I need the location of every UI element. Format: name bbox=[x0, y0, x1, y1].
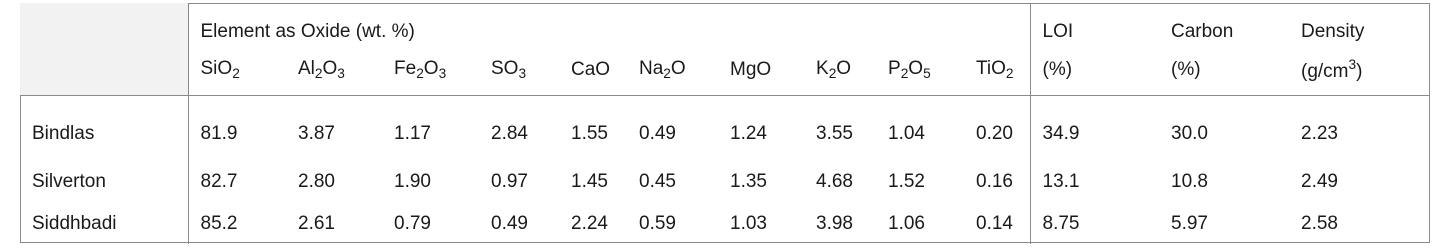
density-unit-sup: 3 bbox=[1348, 56, 1357, 72]
table-cell: 2.84 bbox=[491, 123, 528, 144]
oxide-tail: O bbox=[322, 58, 338, 80]
corner-cell bbox=[20, 3, 188, 96]
table-cell: 34.9 bbox=[1030, 96, 1159, 161]
oxide-tail: O bbox=[423, 58, 439, 80]
table-cell: 13.1 bbox=[1030, 160, 1159, 204]
oxide-sub: 2 bbox=[232, 66, 240, 82]
table-cell: 1.55 bbox=[571, 123, 608, 144]
oxide-base: TiO bbox=[976, 58, 1006, 80]
table-cell: 1.35 bbox=[730, 171, 767, 192]
table-cell: 8.75 bbox=[1030, 204, 1159, 244]
oxide-base: K bbox=[816, 58, 829, 80]
oxide-sub: 2 bbox=[828, 66, 837, 82]
table-cell: 1.45 bbox=[571, 171, 608, 192]
table-cell: 4.68 bbox=[816, 171, 853, 192]
loi-unit: (%) bbox=[1030, 53, 1159, 96]
oxide-tail-sub: 5 bbox=[923, 66, 931, 82]
row-label: Silverton bbox=[32, 171, 106, 192]
oxide-base: SO bbox=[491, 58, 519, 80]
oxide-base: Al bbox=[298, 58, 315, 80]
oxide-tail: O bbox=[670, 58, 686, 80]
table-cell: 2.58 bbox=[1301, 213, 1338, 234]
table-cell: 2.23 bbox=[1301, 123, 1338, 144]
table-row bbox=[20, 204, 1430, 244]
table-cell: 81.9 bbox=[188, 96, 286, 161]
table-row bbox=[20, 160, 1430, 204]
oxide-header bbox=[382, 53, 479, 96]
row-label: Bindlas bbox=[32, 123, 95, 144]
table-cell: 30.0 bbox=[1171, 123, 1208, 144]
table-cell: 1.06 bbox=[888, 213, 925, 234]
table-cell: 0.14 bbox=[976, 213, 1013, 234]
oxide-sub: 2 bbox=[1005, 66, 1014, 82]
loi-header: LOI bbox=[1030, 3, 1159, 53]
oxide-sub: 2 bbox=[314, 66, 323, 82]
table-cell: 0.59 bbox=[639, 213, 676, 234]
table-cell: 85.2 bbox=[188, 204, 286, 244]
oxide-header bbox=[479, 53, 559, 96]
table-cell: 0.97 bbox=[491, 171, 528, 192]
table-cell: 5.97 bbox=[1171, 213, 1208, 234]
carbon-unit: (%) bbox=[1159, 53, 1289, 96]
oxide-base: SiO bbox=[200, 58, 233, 80]
oxide-base: MgO bbox=[730, 59, 772, 80]
oxide-header bbox=[964, 53, 1030, 96]
carbon-header: Carbon bbox=[1171, 21, 1234, 42]
oxide-header bbox=[804, 53, 876, 96]
density-unit-post: ) bbox=[1356, 61, 1363, 83]
table-cell: 1.03 bbox=[730, 213, 767, 234]
density-unit-pre: (g/cm bbox=[1301, 61, 1349, 83]
table-cell: 1.90 bbox=[394, 171, 431, 192]
oxide-header bbox=[876, 53, 964, 96]
table-cell: 0.49 bbox=[491, 213, 528, 234]
oxide-tail-sub: 3 bbox=[337, 66, 345, 82]
header-row-1 bbox=[20, 3, 1430, 53]
header-row-2 bbox=[20, 53, 1430, 96]
table-cell: 1.04 bbox=[888, 123, 925, 144]
table-cell: 1.52 bbox=[888, 171, 925, 192]
oxide-header bbox=[286, 53, 382, 96]
table-cell: 3.87 bbox=[298, 123, 335, 144]
row-label: Siddhbadi bbox=[32, 213, 117, 234]
oxide-base: Fe bbox=[394, 58, 417, 80]
table-cell: 2.24 bbox=[571, 213, 608, 234]
oxide-header bbox=[627, 53, 718, 96]
oxide-sub: 2 bbox=[900, 66, 909, 82]
table-row bbox=[20, 96, 1430, 161]
table-cell: 2.49 bbox=[1301, 171, 1338, 192]
table-cell: 1.24 bbox=[730, 123, 767, 144]
table-cell: 10.8 bbox=[1171, 171, 1208, 192]
oxide-header bbox=[718, 53, 804, 96]
table-cell: 3.98 bbox=[816, 213, 853, 234]
oxide-sub: 2 bbox=[663, 66, 671, 82]
density-unit bbox=[1289, 53, 1430, 96]
table-cell: 82.7 bbox=[188, 160, 286, 204]
table-cell: 3.55 bbox=[816, 123, 853, 144]
table-cell: 0.79 bbox=[394, 213, 431, 234]
table-cell: 0.49 bbox=[639, 123, 676, 144]
oxide-tail: O bbox=[836, 58, 852, 80]
oxide-header bbox=[559, 53, 627, 96]
table-cell: 0.45 bbox=[639, 171, 676, 192]
oxide-base: CaO bbox=[571, 59, 611, 80]
table-cell: 0.16 bbox=[976, 171, 1013, 192]
table-cell: 2.61 bbox=[298, 213, 335, 234]
oxide-composition-table bbox=[20, 3, 1430, 244]
oxide-tail: O bbox=[908, 58, 924, 80]
oxide-base: Na bbox=[639, 58, 664, 80]
group-header: Element as Oxide (wt. %) bbox=[188, 3, 1030, 53]
table-cell: 2.80 bbox=[298, 171, 335, 192]
table-cell: 1.17 bbox=[394, 123, 431, 144]
oxide-tail-sub: 3 bbox=[438, 66, 447, 82]
oxide-base: P bbox=[888, 58, 901, 80]
oxide-sub: 3 bbox=[518, 66, 527, 82]
oxide-header bbox=[188, 53, 286, 96]
oxide-sub: 2 bbox=[416, 66, 424, 82]
density-header: Density bbox=[1301, 21, 1365, 42]
table-cell: 0.20 bbox=[976, 123, 1013, 144]
